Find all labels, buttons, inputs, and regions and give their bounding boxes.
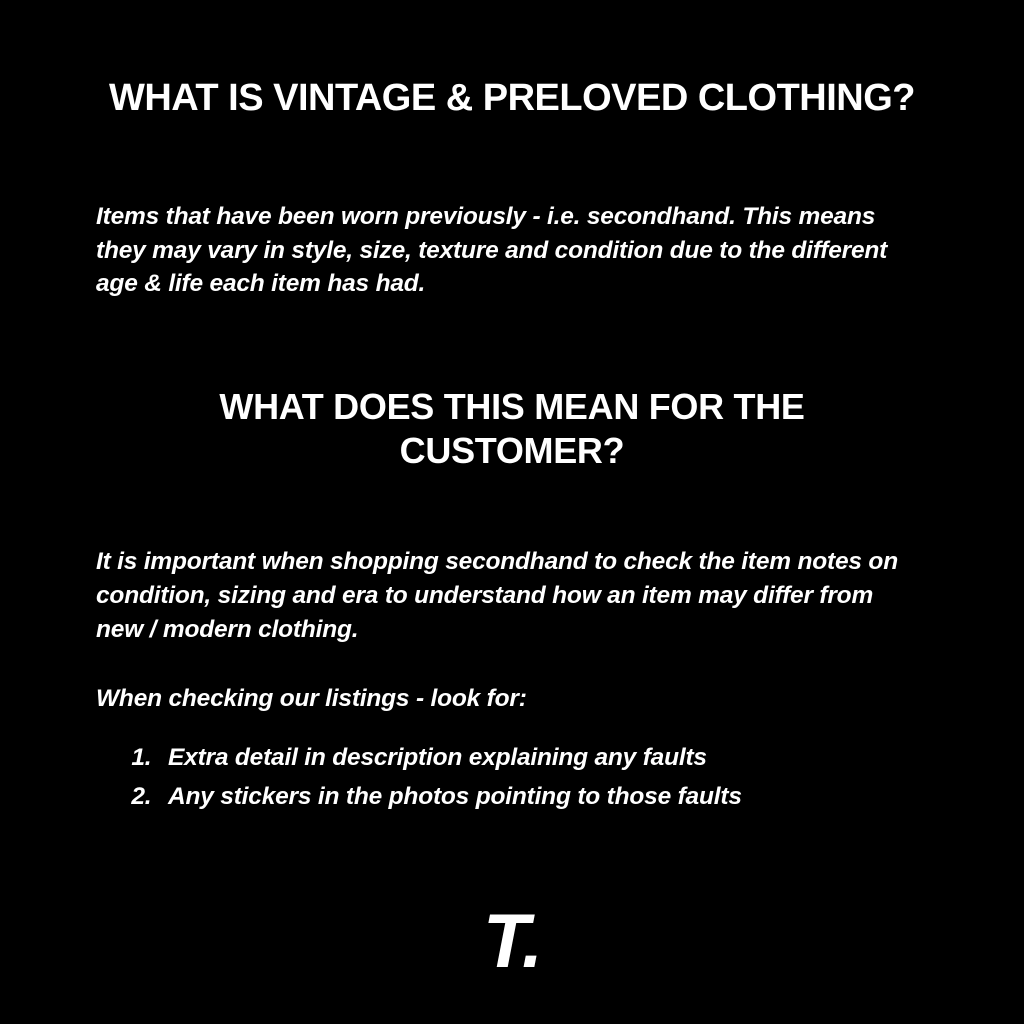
list-item: 1. Extra detail in description explaining any faults — [158, 738, 1024, 777]
definition-paragraph: Items that have been worn previously - i.e. secondhand. This means they may vary in style, size, texture and condition due to the different age & life each item has had. — [96, 202, 888, 298]
listings-prompt-paragraph: When checking our listings - look for: — [96, 685, 527, 713]
footer-logo — [0, 899, 1024, 984]
page-title: WHAT IS VINTAGE & PRELOVED CLOTHING? — [108, 77, 916, 119]
checklist — [0, 716, 1024, 816]
section-heading-customer: WHAT DOES THIS MEAN FOR THE CUSTOMER? — [219, 386, 805, 472]
brand-logo-icon: T. — [483, 899, 541, 984]
list-item: 2. Any stickers in the photos pointing to those faults — [158, 777, 1024, 816]
customer-guidance-paragraph: It is important when shopping secondhand to check the item notes on condition, sizing and era to understand how an item may differ from new / modern clothing. — [96, 548, 898, 643]
